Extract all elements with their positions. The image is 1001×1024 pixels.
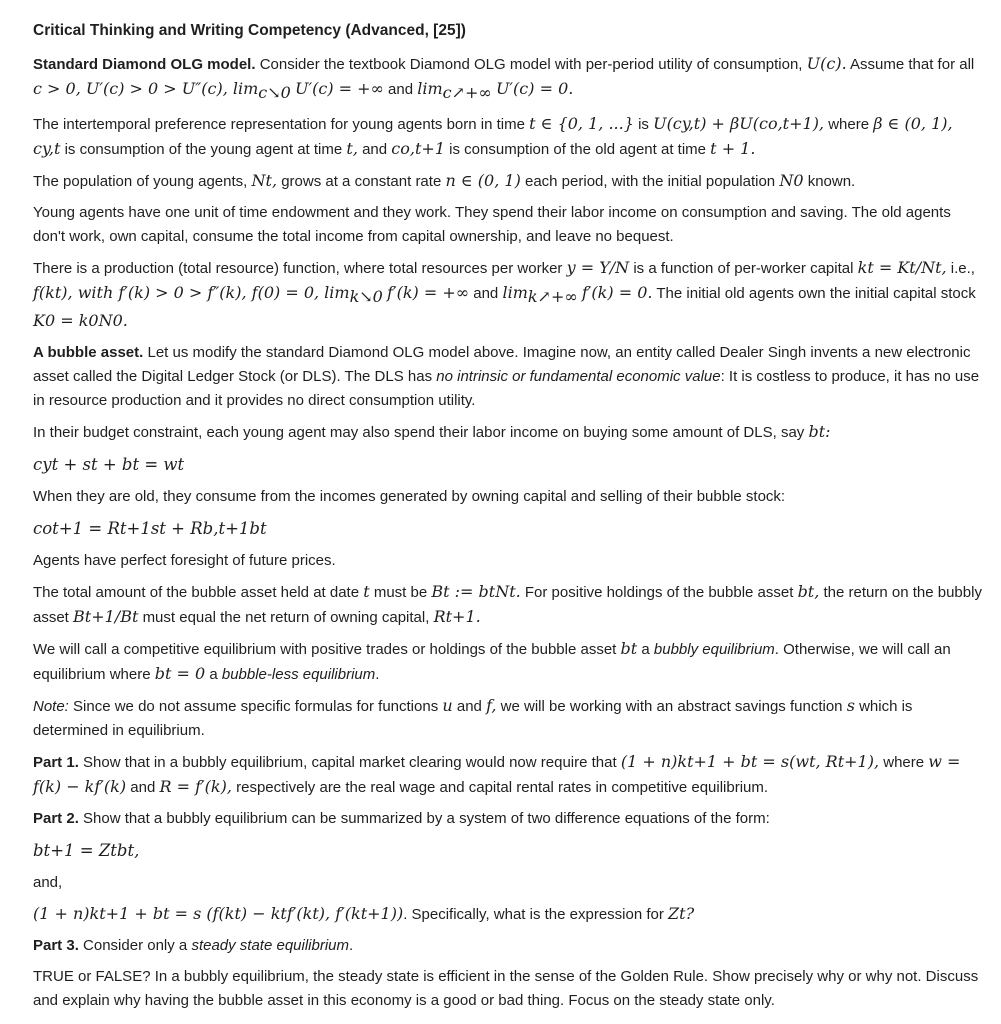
text: must equal the net return of owning capital, xyxy=(142,609,430,626)
math-subscript: c↘0 xyxy=(258,83,291,102)
math-limit: f′(k) = 0. xyxy=(581,283,653,302)
section-heading-bubble-asset: A bubble asset. xyxy=(33,344,144,361)
text: respectively are the real wage and capital rental rates in competitive equilibrium. xyxy=(236,779,769,796)
math-capital-return: Rt+1. xyxy=(433,607,481,626)
preferences-paragraph xyxy=(33,112,983,162)
text: is consumption of the old agent at time xyxy=(449,141,706,158)
math-old-consumption: co,t+1 xyxy=(391,139,445,158)
part-3-question: TRUE or FALSE? In a bubbly equilibrium, the steady state is efficient in the sense of the Golden Rule. Show precisely why or why not. Discuss and explain why having the bubble asset in this economy is a good or bad thing. Focus on the steady state only. xyxy=(33,968,979,1009)
math-bubble-holding: bt: xyxy=(808,422,831,441)
math-beta: β ∈ (0, 1), cy,t xyxy=(33,114,953,158)
text: There is a production (total resource) function, where total resources per worker xyxy=(33,260,563,277)
text: . xyxy=(349,937,354,954)
text: and xyxy=(362,141,388,158)
math-growth-rate: n ∈ (0, 1) xyxy=(445,171,521,190)
text: known. xyxy=(807,173,856,190)
math-production-conditions: f(kt), with f′(k) > 0 > f″(k), f(0) = 0, lim xyxy=(33,283,350,302)
math-wage: w = f(k) − kf′(k) xyxy=(33,752,961,796)
text: and xyxy=(130,779,156,796)
text: : It is costless to produce, it has no use in resource production and it provides no direct consumption utility. xyxy=(33,368,980,409)
model-setup-paragraph xyxy=(33,52,983,105)
text: and xyxy=(456,698,482,715)
math-initial-capital: K0 = k0N0. xyxy=(33,311,128,330)
text: Show that in a bubbly equilibrium, capital market clearing would now require that xyxy=(83,754,617,771)
text: is consumption of the young agent at time xyxy=(64,141,343,158)
note-paragraph xyxy=(33,694,983,743)
math-t: t xyxy=(363,582,370,601)
math-market-clearing: (1 + n)kt+1 + bt = s(wt, Rt+1), xyxy=(620,752,880,771)
math-lim: lim xyxy=(502,283,528,302)
text: and xyxy=(473,285,499,302)
text: Show that a bubbly equilibrium can be summarized by a system of two difference equations of the form: xyxy=(83,810,770,827)
text: where xyxy=(883,754,925,771)
math-utility: U(c). xyxy=(806,54,847,73)
text: Assume that for all xyxy=(850,56,975,73)
math-initial-population: N0 xyxy=(779,171,804,190)
capital-dynamics-line xyxy=(33,902,983,927)
text: For positive holdings of the bubble asset xyxy=(524,584,794,601)
text: where xyxy=(828,116,870,133)
note-label: Note: xyxy=(33,698,69,715)
production-paragraph xyxy=(33,256,983,334)
math-limit: U′(c) = +∞ xyxy=(295,79,384,98)
bubble-asset-paragraph xyxy=(33,341,983,413)
text: Since we do not assume specific formulas for functions xyxy=(73,698,439,715)
math-s: s xyxy=(846,696,855,715)
text: The population of young agents, xyxy=(33,173,248,190)
page-title: Critical Thinking and Writing Competency (Advanced, [25]) xyxy=(33,22,466,39)
math-no-bubble: bt = 0 xyxy=(154,664,206,683)
equilibrium-definition-paragraph xyxy=(33,637,983,687)
math-bubble-return: Bt+1/Bt xyxy=(73,607,139,626)
bubble-total-paragraph xyxy=(33,580,983,630)
text: Consider the textbook Diamond OLG model with per-period utility of consumption, xyxy=(259,56,803,73)
equation-bubble-dynamics: bt+1 = Ztbt, xyxy=(33,841,140,860)
emphasis: steady state equilibrium xyxy=(191,937,350,954)
math-t: t, xyxy=(346,139,358,158)
math-limit: U′(c) = 0. xyxy=(495,79,574,98)
math-utility-conditions: c > 0, U′(c) > 0 > U″(c), lim xyxy=(33,79,259,98)
math-t-plus-1: t + 1. xyxy=(710,139,756,158)
agents-paragraph: Young agents have one unit of time endowment and they work. They spend their labor income on consumption and saving. The old agents don't work, own capital, consume the total income from capital ownership, and leave no bequest. xyxy=(33,204,951,245)
text: . Otherwise, we will call an equilibrium where xyxy=(33,641,951,683)
math-rental-rate: R = f′(k), xyxy=(159,777,232,796)
math-z: Zt? xyxy=(668,904,695,923)
text: which is determined in equilibrium. xyxy=(33,698,913,739)
text: The xyxy=(656,285,683,302)
math-subscript: k↘0 xyxy=(349,287,383,306)
text: Consider only a xyxy=(83,937,188,954)
math-output-per-worker: y = Y/N xyxy=(566,258,630,277)
emphasis: bubble-less equilibrium xyxy=(221,666,376,683)
math-u: u xyxy=(442,696,453,715)
text: . xyxy=(375,666,380,683)
math-subscript: c↗+∞ xyxy=(442,83,492,102)
math-population: Nt, xyxy=(251,171,278,190)
equation-capital-dynamics: (1 + n)kt+1 + bt = s (f(kt) − ktf′(kt), f′(kt+1)) xyxy=(33,904,404,923)
old-consumption-paragraph: When they are old, they consume from the incomes generated by owning capital and selling of their bubble stock: xyxy=(33,488,786,505)
text: we will be working with an abstract savings function xyxy=(500,698,843,715)
part-3-label: Part 3. xyxy=(33,937,79,954)
text: In their budget constraint, each young agent may also spend their labor income on buying some amount of DLS, say xyxy=(33,424,805,441)
foresight-paragraph: Agents have perfect foresight of future prices. xyxy=(33,552,336,569)
math-subscript: k↗+∞ xyxy=(527,287,578,306)
text: grows at a constant rate xyxy=(281,173,442,190)
part-1-label: Part 1. xyxy=(33,754,79,771)
document xyxy=(33,20,983,1020)
text: is xyxy=(638,116,649,133)
emphasis: no intrinsic or fundamental economic value xyxy=(436,368,721,385)
text: and xyxy=(388,81,414,98)
math-f: f, xyxy=(486,696,497,715)
math-bubble-holding: bt, xyxy=(797,582,820,601)
part-2-label: Part 2. xyxy=(33,810,79,827)
math-capital-per-worker: kt = Kt/Nt, xyxy=(857,258,947,277)
part-2-paragraph xyxy=(33,807,983,831)
population-paragraph xyxy=(33,169,983,194)
equation-young-budget: cyt + st + bt = wt xyxy=(33,455,185,474)
text: the return on the bubbly asset xyxy=(33,584,982,626)
text: a xyxy=(641,641,650,658)
text: . Specifically, what is the expression for xyxy=(403,906,664,923)
math-time-set: t ∈ {0, 1, ...} xyxy=(529,114,634,133)
text: is a function of per-worker capital xyxy=(633,260,854,277)
math-lim: lim xyxy=(417,79,443,98)
text: each period, with the initial population xyxy=(524,173,776,190)
text: The total amount of the bubble asset held at date xyxy=(33,584,360,601)
text: The intertemporal preference representation for young agents born in time xyxy=(33,116,525,133)
emphasis: bubbly equilibrium xyxy=(653,641,775,658)
text: must be xyxy=(373,584,428,601)
equation-old-consumption: cot+1 = Rt+1st + Rb,t+1bt xyxy=(33,519,267,538)
part-3-paragraph xyxy=(33,934,983,958)
text: a xyxy=(209,666,218,683)
text: Let us modify the standard Diamond OLG model above. Imagine now, an entity called Dealer Singh invents a new electronic asset called the Digital Ledger Stock (or DLS). The DLS has xyxy=(33,344,971,385)
budget-constraint-paragraph xyxy=(33,420,983,445)
text: and, xyxy=(33,874,63,891)
text: i.e., xyxy=(950,260,975,277)
part-1-paragraph xyxy=(33,750,983,800)
math-bubble-total: Bt := btNt. xyxy=(431,582,521,601)
section-heading-standard-model: Standard Diamond OLG model. xyxy=(33,56,256,73)
math-lifetime-utility: U(cy,t) + βU(co,t+1), xyxy=(653,114,825,133)
text: We will call a competitive equilibrium with positive trades or holdings of the bubble asset xyxy=(33,641,617,658)
math-bubble-holding: bt xyxy=(620,639,638,658)
math-limit: f′(k) = +∞ xyxy=(387,283,470,302)
text: initial old agents own the initial capital stock xyxy=(686,285,976,302)
